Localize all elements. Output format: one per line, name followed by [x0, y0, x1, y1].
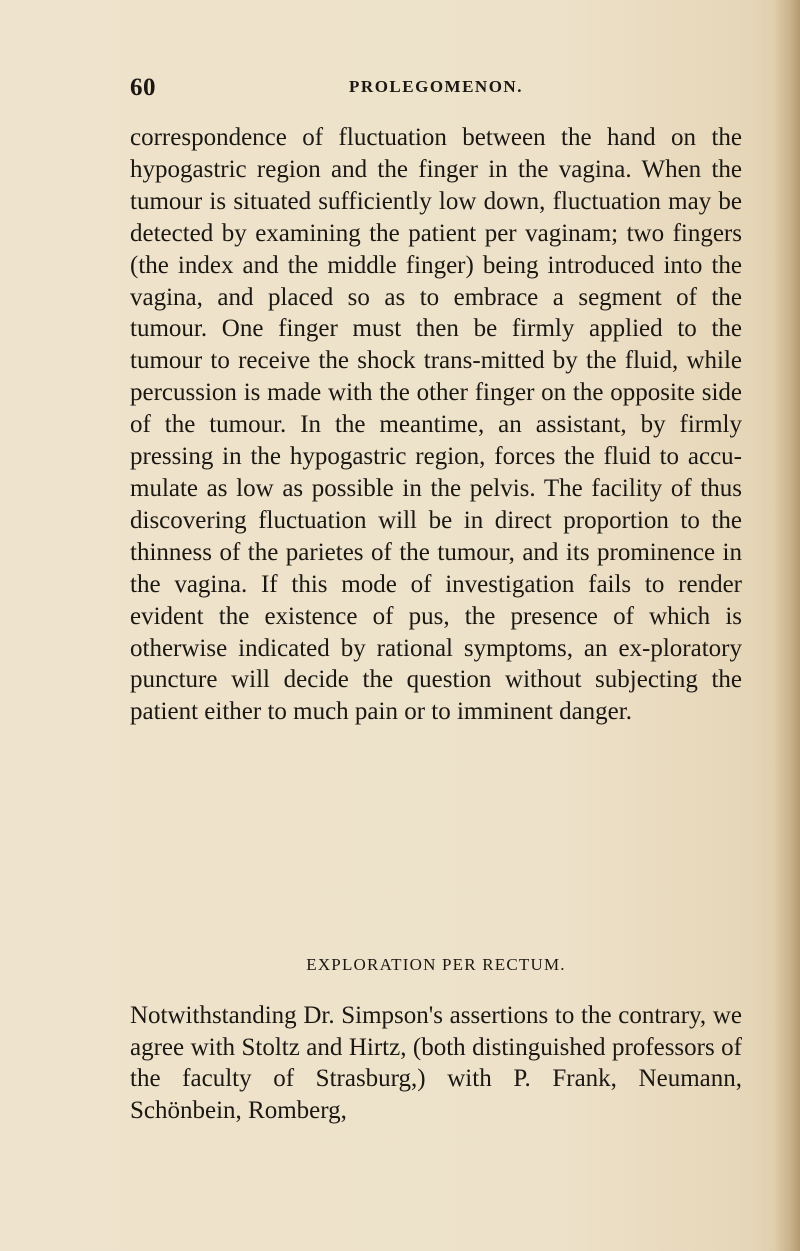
page-edge-shadow	[774, 0, 800, 1251]
section-paragraph: Notwithstanding Dr. Simpson's assertions to the contrary, we agree with Stoltz and Hirtz, (both distinguished professors of the faculty of Strasburg,) with P. Frank, Neumann, Schönbein, Romberg,	[130, 1002, 742, 1124]
running-head: PROLEGOMENON.	[349, 77, 523, 96]
section-heading: EXPLORATION PER RECTUM.	[306, 955, 566, 974]
page-header	[130, 74, 742, 104]
page-number: 60	[130, 74, 156, 101]
body-paragraph: correspondence of fluctuation between the hand on the hypogastric region and the finger in the vagina. When the tumour is situated sufficiently low down, fluctuation may be detected by examining the patient per vaginam; two fingers (the index and the middle finger) being introduced into the vagina, and placed so as to embrace a segment of the tumour. One finger must then be firmly applied to the tumour to receive the shock trans-mitted by the fluid, while percussion is made with the other finger on the opposite side of the tumour. In the meantime, an assistant, by firmly pressing in the hypogastric region, forces the fluid to accu-mulate as low as possible in the pelvis. The facility of thus discovering fluctuation will be in direct proportion to the thinness of the parietes of the tumour, and its prominence in the vagina. If this mode of investigation fails to render evident the existence of pus, the presence of which is otherwise indicated by rational symptoms, an ex-ploratory puncture will decide the question without subjecting the patient either to much pain or to imminent danger.	[130, 124, 742, 726]
